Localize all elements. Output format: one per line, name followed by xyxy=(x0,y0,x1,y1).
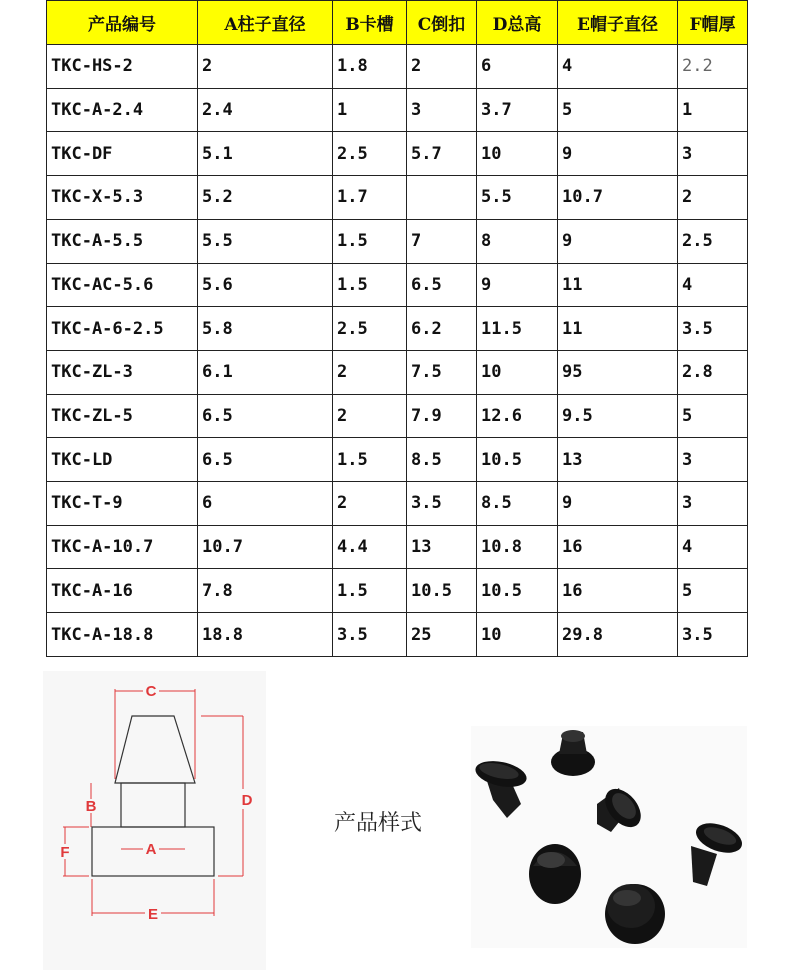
cell-e-cap-diameter: 11 xyxy=(558,307,678,351)
cell-product-code: TKC-A-5.5 xyxy=(47,219,198,263)
cell-f-cap-thickness: 2.2 xyxy=(678,45,748,89)
cell-f-cap-thickness: 1 xyxy=(678,88,748,132)
rubber-plug-5 xyxy=(529,844,581,904)
cell-c-barb: 2 xyxy=(407,45,477,89)
table-row xyxy=(47,263,748,307)
table-row xyxy=(47,132,748,176)
cell-e-cap-diameter: 9 xyxy=(558,132,678,176)
table-row xyxy=(47,525,748,569)
cell-a-post-diameter: 2.4 xyxy=(198,88,333,132)
cell-product-code: TKC-X-5.3 xyxy=(47,176,198,220)
product-style-label: 产品样式 xyxy=(334,811,423,836)
cell-f-cap-thickness: 5 xyxy=(678,569,748,613)
cell-a-post-diameter: 5.2 xyxy=(198,176,333,220)
cell-d-total-height: 10.5 xyxy=(477,438,558,482)
table-row xyxy=(47,88,748,132)
cell-a-post-diameter: 2 xyxy=(198,45,333,89)
cell-b-groove: 4.4 xyxy=(333,525,407,569)
cell-c-barb: 3 xyxy=(407,88,477,132)
cell-product-code: TKC-ZL-5 xyxy=(47,394,198,438)
label-d: D xyxy=(241,792,253,809)
dimension-diagram xyxy=(43,671,266,970)
cell-f-cap-thickness: 3 xyxy=(678,482,748,526)
cell-c-barb: 5.7 xyxy=(407,132,477,176)
cell-d-total-height: 8.5 xyxy=(477,482,558,526)
table-row xyxy=(47,350,748,394)
table-row xyxy=(47,569,748,613)
header-c-barb: C倒扣 xyxy=(407,1,477,45)
header-b-groove: B卡槽 xyxy=(333,1,407,45)
label-c: C xyxy=(145,683,157,700)
cell-d-total-height: 10.8 xyxy=(477,525,558,569)
label-b: B xyxy=(85,798,97,815)
cell-e-cap-diameter: 9 xyxy=(558,482,678,526)
table-body xyxy=(47,45,748,657)
cell-d-total-height: 12.6 xyxy=(477,394,558,438)
label-f: F xyxy=(60,844,70,861)
table-row xyxy=(47,307,748,351)
header-e-cap-diameter: E帽子直径 xyxy=(558,1,678,45)
cell-e-cap-diameter: 5 xyxy=(558,88,678,132)
cell-b-groove: 2 xyxy=(333,350,407,394)
cell-b-groove: 1.5 xyxy=(333,569,407,613)
cell-a-post-diameter: 5.8 xyxy=(198,307,333,351)
cell-d-total-height: 6 xyxy=(477,45,558,89)
cell-product-code: TKC-A-10.7 xyxy=(47,525,198,569)
cell-c-barb: 7.9 xyxy=(407,394,477,438)
product-photo-svg xyxy=(471,726,747,948)
rubber-plug-2 xyxy=(551,730,595,776)
cell-f-cap-thickness: 2.5 xyxy=(678,219,748,263)
cell-a-post-diameter: 10.7 xyxy=(198,525,333,569)
cell-e-cap-diameter: 4 xyxy=(558,45,678,89)
cell-product-code: TKC-T-9 xyxy=(47,482,198,526)
cell-f-cap-thickness: 2.8 xyxy=(678,350,748,394)
label-a: A xyxy=(145,841,157,858)
table-row xyxy=(47,438,748,482)
label-e: E xyxy=(147,906,159,923)
cell-product-code: TKC-HS-2 xyxy=(47,45,198,89)
spec-table xyxy=(46,0,748,657)
cell-c-barb xyxy=(407,176,477,220)
cell-f-cap-thickness: 3.5 xyxy=(678,613,748,657)
cell-d-total-height: 10 xyxy=(477,132,558,176)
cell-a-post-diameter: 7.8 xyxy=(198,569,333,613)
cell-a-post-diameter: 6.1 xyxy=(198,350,333,394)
cell-b-groove: 1.5 xyxy=(333,219,407,263)
cell-d-total-height: 3.7 xyxy=(477,88,558,132)
cell-product-code: TKC-A-16 xyxy=(47,569,198,613)
cell-c-barb: 3.5 xyxy=(407,482,477,526)
cell-c-barb: 7.5 xyxy=(407,350,477,394)
cell-a-post-diameter: 5.1 xyxy=(198,132,333,176)
cell-product-code: TKC-A-6-2.5 xyxy=(47,307,198,351)
cell-b-groove: 1.5 xyxy=(333,263,407,307)
cell-d-total-height: 10.5 xyxy=(477,569,558,613)
cell-a-post-diameter: 18.8 xyxy=(198,613,333,657)
rubber-plug-3 xyxy=(597,782,648,834)
rubber-plug-4 xyxy=(691,818,746,886)
cell-product-code: TKC-LD xyxy=(47,438,198,482)
header-product-code: 产品编号 xyxy=(47,1,198,45)
cell-f-cap-thickness: 4 xyxy=(678,263,748,307)
cell-b-groove: 2.5 xyxy=(333,307,407,351)
cell-d-total-height: 10 xyxy=(477,350,558,394)
table-row xyxy=(47,176,748,220)
cell-f-cap-thickness: 4 xyxy=(678,525,748,569)
cell-c-barb: 6.5 xyxy=(407,263,477,307)
cell-b-groove: 3.5 xyxy=(333,613,407,657)
header-f-cap-thickness: F帽厚 xyxy=(678,1,748,45)
rubber-plug-6 xyxy=(605,884,665,944)
cell-d-total-height: 10 xyxy=(477,613,558,657)
dimension-diagram-svg xyxy=(43,671,266,970)
cell-product-code: TKC-DF xyxy=(47,132,198,176)
cell-e-cap-diameter: 11 xyxy=(558,263,678,307)
cell-e-cap-diameter: 9.5 xyxy=(558,394,678,438)
cell-f-cap-thickness: 2 xyxy=(678,176,748,220)
cell-a-post-diameter: 6 xyxy=(198,482,333,526)
cell-a-post-diameter: 5.5 xyxy=(198,219,333,263)
rubber-plug-1 xyxy=(473,757,529,818)
product-photo xyxy=(471,726,747,948)
table-row xyxy=(47,613,748,657)
cell-e-cap-diameter: 13 xyxy=(558,438,678,482)
cell-e-cap-diameter: 29.8 xyxy=(558,613,678,657)
cell-c-barb: 6.2 xyxy=(407,307,477,351)
cell-e-cap-diameter: 9 xyxy=(558,219,678,263)
cell-b-groove: 1.5 xyxy=(333,438,407,482)
cell-e-cap-diameter: 16 xyxy=(558,525,678,569)
cell-product-code: TKC-AC-5.6 xyxy=(47,263,198,307)
cell-product-code: TKC-ZL-3 xyxy=(47,350,198,394)
cell-c-barb: 13 xyxy=(407,525,477,569)
cell-c-barb: 10.5 xyxy=(407,569,477,613)
cell-e-cap-diameter: 16 xyxy=(558,569,678,613)
cell-f-cap-thickness: 3 xyxy=(678,438,748,482)
cell-f-cap-thickness: 3 xyxy=(678,132,748,176)
cell-d-total-height: 9 xyxy=(477,263,558,307)
table-row xyxy=(47,45,748,89)
post-shape xyxy=(121,783,185,827)
cell-d-total-height: 5.5 xyxy=(477,176,558,220)
table-header-row xyxy=(47,1,748,45)
cell-d-total-height: 8 xyxy=(477,219,558,263)
cell-c-barb: 25 xyxy=(407,613,477,657)
table-row xyxy=(47,219,748,263)
cell-e-cap-diameter: 10.7 xyxy=(558,176,678,220)
cell-c-barb: 7 xyxy=(407,219,477,263)
cell-d-total-height: 11.5 xyxy=(477,307,558,351)
cell-b-groove: 2 xyxy=(333,482,407,526)
cell-b-groove: 1 xyxy=(333,88,407,132)
cell-a-post-diameter: 6.5 xyxy=(198,438,333,482)
cell-a-post-diameter: 5.6 xyxy=(198,263,333,307)
cell-b-groove: 2 xyxy=(333,394,407,438)
table-row xyxy=(47,394,748,438)
header-a-post-diameter: A柱子直径 xyxy=(198,1,333,45)
cell-e-cap-diameter: 95 xyxy=(558,350,678,394)
table-row xyxy=(47,482,748,526)
cell-a-post-diameter: 6.5 xyxy=(198,394,333,438)
header-d-total-height: D总高 xyxy=(477,1,558,45)
barb-cone-shape xyxy=(115,716,195,783)
cell-c-barb: 8.5 xyxy=(407,438,477,482)
cell-f-cap-thickness: 5 xyxy=(678,394,748,438)
cell-b-groove: 2.5 xyxy=(333,132,407,176)
cell-b-groove: 1.8 xyxy=(333,45,407,89)
cell-f-cap-thickness: 3.5 xyxy=(678,307,748,351)
cell-product-code: TKC-A-18.8 xyxy=(47,613,198,657)
cell-b-groove: 1.7 xyxy=(333,176,407,220)
cell-product-code: TKC-A-2.4 xyxy=(47,88,198,132)
